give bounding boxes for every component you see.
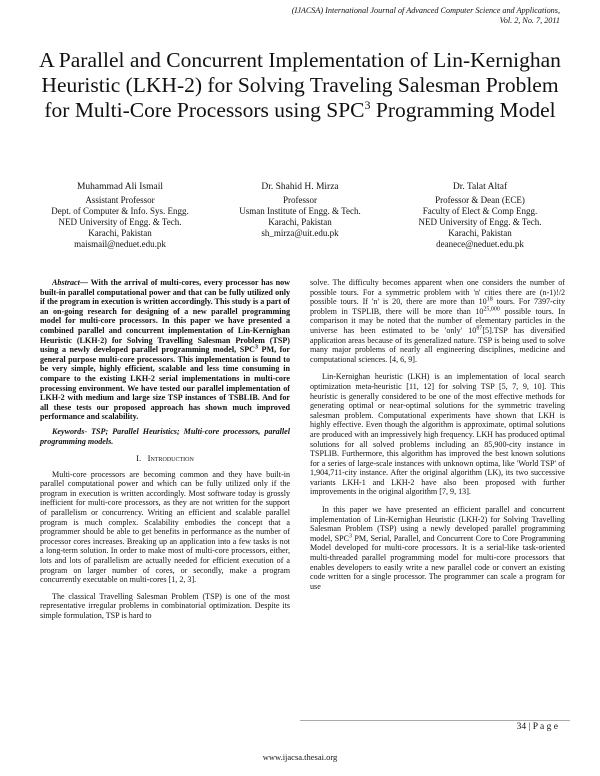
author-3: [390, 182, 570, 250]
abstract-text-b: PM, for general purpose multi-core processors. This implementation is found to be very simple, highly efficient, scalable and less time consuming in compare to the existing LKH-2 serial implementations in multi-core processing environment. We have tested our parallel implementation of LKH-2 with medium and large size TSP instances of TSBLIB. And for all these tests our proposed approach has shown much improved performance and scalability.: [40, 345, 290, 422]
text-run: [5].TSP has diversified application areas because of its generalized nature. TSP is being used to solve many major problems of nearly all engineering disciplines, medicine and computational sciences. [4, 6, 9].: [310, 325, 565, 364]
author-line: Karachi, Pakistan: [88, 228, 152, 238]
author-line: Usman Institute of Engg. & Tech.: [239, 206, 361, 216]
page-number: 34 | P a g e: [516, 722, 558, 732]
author-line: Karachi, Pakistan: [268, 217, 332, 227]
abstract: [40, 278, 290, 422]
author-line: NED University of Engg. & Tech.: [418, 217, 542, 227]
title-main: A Parallel and Concurrent Implementation of Lin-Kernighan Heuristic (LKH-2) for Solving Traveling Salesman Problem for Multi-Core Processors using SPC: [39, 48, 561, 122]
keywords: [40, 427, 290, 446]
title-tail: Programming Model: [370, 98, 556, 122]
author-line: Assistant Professor: [85, 195, 155, 205]
left-column: [40, 278, 290, 621]
superscript: 3: [349, 533, 353, 540]
paragraph: Multi-core processors are becoming common and they have built-in parallel computational power and which can be fully utilized only if the program in execution is written accordingly. Most software today is grossly inefficient for multi-core processors, as they are not written for the support of parallelism or concurrency. Writing an efficient and scalable parallel program is much complex. Scalability embodies the concept that a programmer should be able to get benefits in performance as the number of processor cores increases. Breaking up an application into a few tasks is not a long-term solution. In order to make most of multi-core processors, either, lots and lots of parallelism are actually needed for efficient execution of a program on larger number of cores, or secondly, make a program concurrently executable on multi-cores [1, 2, 3].: [40, 469, 290, 585]
abstract-label: Abstract: [52, 278, 80, 287]
author-1: [30, 182, 210, 250]
text-run: tours. For 7397-city problem in TSPLIB, there will be more than 10: [310, 297, 566, 316]
exponent: 18: [486, 296, 493, 303]
author-name: Muhammad Ali Ismail: [76, 182, 164, 192]
author-line: Dept. of Computer & Info. Sys. Engg.: [51, 206, 189, 216]
section-heading: [40, 454, 290, 464]
author-email[interactable]: deanece@neduet.edu.pk: [436, 239, 524, 249]
journal-url[interactable]: www.ijacsa.thesai.org: [262, 752, 338, 762]
footer-divider: [300, 720, 570, 721]
keywords-text: TSP; Parallel Heuristics; Multi-core processors, parallel programming models.: [40, 426, 290, 446]
paper-title: [30, 48, 570, 123]
author-email[interactable]: sh_mirza@uit.edu.pk: [261, 228, 339, 238]
exponent: 87: [476, 325, 483, 332]
paragraph: Lin-Kernighan heuristic (LKH) is an implementation of local search optimization meta-heuristic [11, 12] for solving TSP [5, 7, 9, 10]. This heuristic is generally considered to be one of the most effective methods for generating optimal or near-optimal solutions for the symmetric traveling salesman problem. Computational experiments have shown that LKH is highly effective. Even though the algorithm is approximate, optimal solutions are produced with an impressively high frequency. LKH has produced optimal solutions for all solved problems including an 85,900-city instance in TSPLIB. Furthermore, this algorithm has improved the best known solutions for a series of large-scale instances with unknown optima, like 'World TSP' of 1,904,711-city instance. After the original algorithm (LK), its two successive variants LKH-1 and LKH-2 have also been proposed with further improvements in the original algorithm [7, 9, 13].: [310, 372, 565, 497]
abstract-sep: —: [79, 278, 91, 287]
paragraph: [310, 505, 565, 591]
paragraph: The classical Travelling Salesman Problem (TSP) is one of the most representative irregular problems in combinatorial optimization. Despite its simple formulation, TSP is hard to: [40, 591, 290, 620]
journal-line-1: (IJACSA) International Journal of Advanced Computer Science and Applications,: [291, 6, 560, 15]
author-email[interactable]: maismail@neduet.edu.pk: [74, 239, 166, 249]
author-line: Karachi, Pakistan: [448, 228, 512, 238]
author-name: Dr. Shahid H. Mirza: [261, 182, 339, 192]
right-column: [310, 278, 565, 591]
section-number: I.: [136, 453, 142, 464]
author-2: [210, 182, 390, 239]
author-line: Professor & Dean (ECE): [435, 195, 525, 205]
exponent: 25,000: [483, 306, 500, 313]
title-sup: 3: [364, 97, 371, 112]
abstract-sup: 3: [255, 344, 258, 351]
paragraph: [310, 278, 565, 364]
section-title: Introduction: [147, 453, 194, 464]
text-run: solve. The difficulty becomes apparent when one considers the number of possible tours. For a symmetric problem with 'n' cities there are (n-1)!/2 possible tours. If 'n' is 20, there are more than 10: [310, 278, 565, 307]
text-run: PM, Serial, Parallel, and Concurrent Core to Core Programming Model developed for multi-core processors. It is a serial-like task-oriented multi-threaded parallel programming model for multi-core processors that enables developers to easily write a new parallel code or convert an existing code written for a single processor. The programmer can scale a program for use: [310, 533, 565, 591]
author-line: NED University of Engg. & Tech.: [58, 217, 182, 227]
author-line: Faculty of Elect & Comp Engg.: [422, 206, 538, 216]
author-name: Dr. Talat Altaf: [452, 182, 508, 192]
text-run: In this paper we have presented an efficient parallel and concurrent implementation of Lin-Kernighan Heuristic (LKH-2) for Solving Travelling Salesman Problem (TSP) using a newly developed parallel programming model, SPC: [310, 505, 565, 543]
journal-line-2: Vol. 2, No. 7, 2011: [499, 16, 560, 25]
journal-header: [200, 6, 560, 26]
abstract-text-a: With the arrival of multi-cores, every processor has now built-in parallel computational power and that can be fully utilized only if the program in execution is written accordingly. This study is a part of an on-going research for designing of a new parallel programming model for multi-core processors. In this paper we have presented a combined parallel and concurrent implementation of Lin-Kernighan Heuristic (LKH-2) for Solving Travelling Salesman Problem (TSP) using a newly developed parallel programming model, SPC: [40, 278, 290, 355]
author-line: Professor: [283, 195, 317, 205]
text-run: possible tours. In comparison it may be noted that the number of elementary particles in the universe has been estimated to be 'only' 10: [310, 306, 565, 335]
keywords-label: Keywords-: [52, 426, 88, 436]
